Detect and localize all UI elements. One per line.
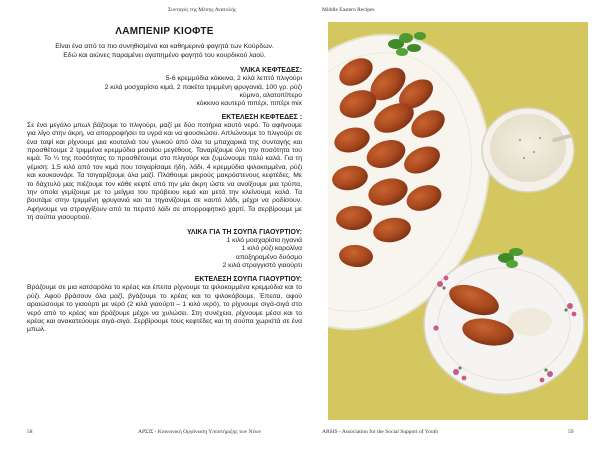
ingredient-line: 1 κιλό μοσχαρίσια ηγανιά <box>226 236 302 244</box>
page-number: 59 <box>568 429 574 435</box>
ingredient-line: 5-6 κρεμμύδια κόκκινα, 2 κιλά λεπτό πλιγούρι <box>165 75 302 83</box>
ingredient-line: 1 κιλό ρύζι καρολίνα <box>241 245 302 253</box>
ingredient-line: 2 κιλά στραγγιστό γιαούρτι <box>222 261 302 269</box>
intro-line: Είναι ένα από τα πιο συνηθισμένα και καθημερινά φαγητά των Κούρδων. <box>55 43 274 50</box>
meatball-method-title: ΕΚΤΕΛΕΣΗ ΚΕΦΤΕΔΕΣ : <box>221 113 302 121</box>
intro-line: Εδώ και αιώνες παραμένει αγαπημένο φαγητό του κουρδικού λαού. <box>63 51 266 59</box>
running-head: Συνταγές της Μέσης Ανατολής <box>168 7 237 13</box>
recipe-intro <box>27 43 302 60</box>
ingredient-line: αποξηραμένο δυόσμο <box>235 253 302 261</box>
recipe-text <box>27 26 302 335</box>
food-photo-illustration <box>328 22 588 420</box>
yogurt-sauce-bowl <box>482 108 574 192</box>
meatball-ingredients-title: ΥΛΙΚΑ ΚΕΦΤΕΔΕΣ: <box>239 67 302 75</box>
recipe-title: ΛΑΜΠΕΝΙΡ ΚΙΟΦΤΕ <box>115 26 214 37</box>
ingredient-line: κύμινο, αλατοπίπερο <box>239 92 302 99</box>
soup-method-text: Βράζουμε σε μια κατσαρόλα το κρέας και έπειτα ρίχνουμε τα ψιλοκομμένα κρεμμύδια και το ρύζι. Αφού βράσουν όλα μαζί, βγάζουμε το κρέας και το ψιλοκόβουμε. Έπειτα, αφού αραιώσουμε το γιαούρτι με νερό (2 κιλά γιαούρτι – 1 κιλό νερό), το ρίχνουμε σιγά-σιγά στο νερό από το κρέας και βράζουμε μέχρι να χυλώσει. Στη συνέχεια, ρίχνουμε μέσα και το κρέας και ανακατεύουμε σιγά-σιγά. Σερβίρουμε τους κεφτέδες και τη σούπα χωριστά σε ένα μπωλ. <box>27 284 302 334</box>
soup-ingredients-title: ΥΛΙΚΑ ΓΙΑ ΤΗ ΣΟΥΠΑ ΓΙΑΟΥΡΤΙΟΥ: <box>186 228 302 236</box>
right-page <box>300 0 600 450</box>
ingredient-line: 2 κιλά μοσχαρίσιο κιμά, 2 πακέτα τριμμένη φρυγανιά, 100 γρ. ρύζι <box>104 83 302 91</box>
ingredient-line: κόκκινο καυτερό πιπέρι, πιπέρι mix <box>196 100 302 108</box>
meatball-method-text: Σε ένα μεγάλο μπωλ βάζουμε το πλιγούρι, μαζί με δύο ποτήρια καυτό νερό. Το αφήνουμε για λίγο στην άκρη, να απορροφήσει τα υγρά και να φουσκώσει. Απλώνουμε το πλιγούρι σε ένα ταψί και ρίχνουμε μια κουταλιά του γλυκού από όλα τα μπαχαρικά της συνταγής και προσθέτουμε 2 τριμμένα κρεμμύδια μεσαίου μεγέθους. Ταναρίζουμε όλη την ποσότητα του κιμά. Το ¼ της ποσότητας το προσθέτουμε στο πλιγούρι και ζυμώνουμε πολύ καλά. Για τη γέμιση: 1,5 κιλό από τον κιμά που τσιγαρίσαμε ήδη, λάδι, 4 κρεμμύδια ψιλοκομμένα, ρύζι και κουκουνάρι. Τα τσιγαρίζουμε όλα μαζί. Πλάθουμε μικρούς μακρόστενους κεφτέδες. Με το δάχτυλό μας πιέζουμε τον κάθε κεφτέ από την μία άκρη ώστε να ανοίξουμε μια τρύπα, την οποία γεμίζουμε με το μείγμα του πρόβειου κιμά και μετά την κλείνουμε καλά. Τα βουτάμε στην τριμμένη φρυγανιά και τα τηγανίζουμε σε καυτό λάδι, μέχρι να ροδίσουν. Αφήνουμε να στραγγίξουν από το περιττό λάδι σε απορροφητικό χαρτί. Τα σερβίρουμε με τη σούπα γιαουρτιού. <box>27 121 302 222</box>
meatball-ingredients-list <box>27 75 302 109</box>
food-photo <box>328 22 588 420</box>
footer-organization: ΑΡΣΙΣ - Κοινωνική Οργάνωση Υποστήριξης των Νέων <box>138 429 262 435</box>
footer-organization: ARSIS - Association for the Social Support of Youth <box>322 429 438 435</box>
soup-ingredients-list <box>27 237 302 271</box>
soup-method-title: ΕΚΤΕΛΕΣΗ ΣΟΥΠΑ ΓΙΑΟΥΡΤΙΟΥ: <box>194 276 302 284</box>
page-number: 58 <box>27 429 33 435</box>
running-head: Middle Eastern Recipes <box>322 7 375 13</box>
